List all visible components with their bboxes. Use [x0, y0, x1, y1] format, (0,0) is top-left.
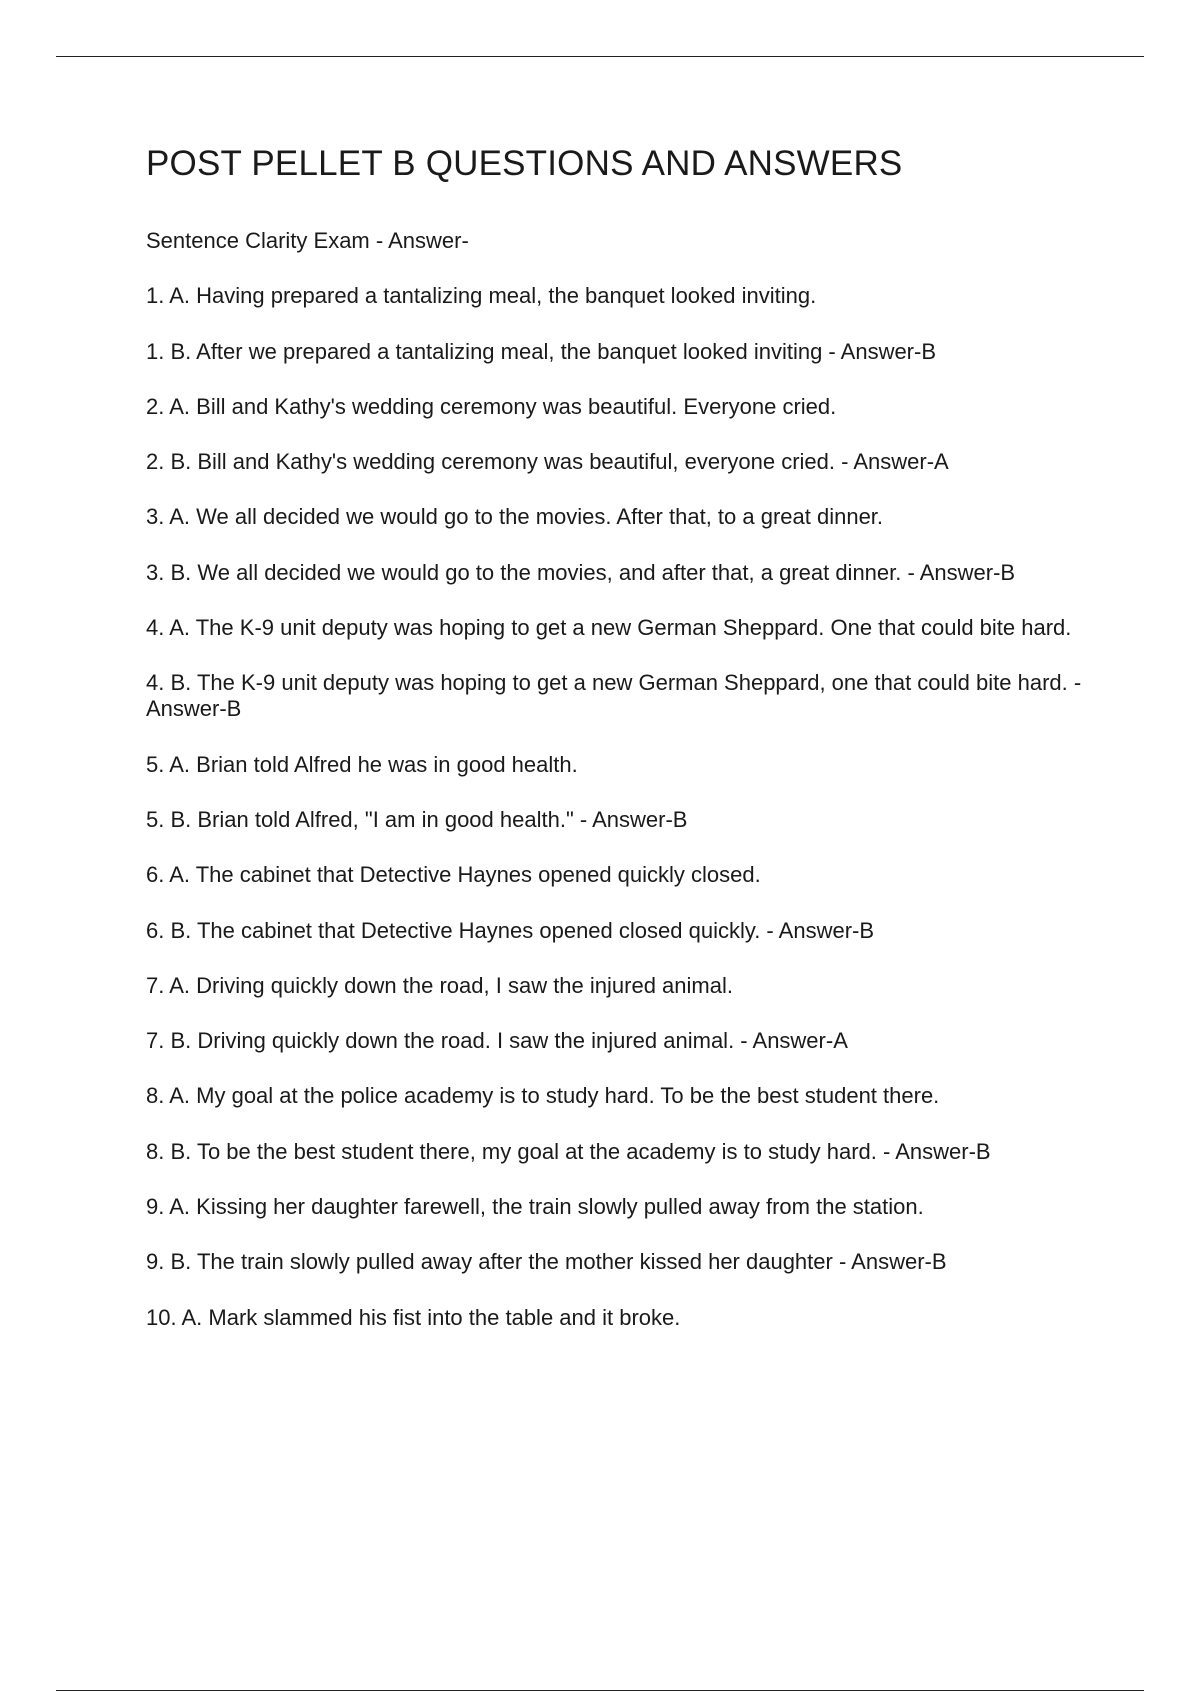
question-line: 10. A. Mark slammed his fist into the table and it broke.: [146, 1304, 681, 1330]
question-line: 6. A. The cabinet that Detective Haynes opened quickly closed.: [146, 862, 761, 888]
top-divider: [56, 56, 1144, 57]
question-line: 2. B. Bill and Kathy's wedding ceremony was beautiful, everyone cried. - Answer-A: [146, 449, 949, 475]
bottom-divider: [56, 1690, 1144, 1691]
question-line: 3. B. We all decided we would go to the movies, and after that, a great dinner. - Answer-B: [146, 559, 1016, 585]
question-line: 5. A. Brian told Alfred he was in good health.: [146, 751, 578, 777]
question-line: 7. A. Driving quickly down the road, I saw the injured animal.: [146, 972, 733, 998]
question-line: 3. A. We all decided we would go to the movies. After that, to a great dinner.: [146, 504, 884, 530]
question-line: 1. A. Having prepared a tantalizing meal, the banquet looked inviting.: [146, 283, 817, 309]
question-line: 5. B. Brian told Alfred, "I am in good health." - Answer-B: [146, 806, 688, 832]
question-line: 7. B. Driving quickly down the road. I saw the injured animal. - Answer-A: [146, 1028, 848, 1054]
question-line: 8. B. To be the best student there, my goal at the academy is to study hard. - Answer-B: [146, 1138, 991, 1164]
question-line: 1. B. After we prepared a tantalizing meal, the banquet looked inviting - Answer-B: [146, 338, 937, 364]
document-body: [146, 228, 1096, 1360]
document-title: POST PELLET B QUESTIONS AND ANSWERS: [146, 144, 903, 183]
question-line: 8. A. My goal at the police academy is to study hard. To be the best student there.: [146, 1083, 940, 1109]
question-line: 9. A. Kissing her daughter farewell, the train slowly pulled away from the station.: [146, 1194, 924, 1220]
question-line: 6. B. The cabinet that Detective Haynes opened closed quickly. - Answer-B: [146, 917, 875, 943]
question-line: 2. A. Bill and Kathy's wedding ceremony was beautiful. Everyone cried.: [146, 393, 837, 419]
question-line: 4. B. The K-9 unit deputy was hoping to get a new German Sheppard, one that could bite hard. - Answer-B: [146, 670, 1082, 722]
section-heading: Sentence Clarity Exam - Answer-: [146, 228, 469, 253]
question-line: 9. B. The train slowly pulled away after the mother kissed her daughter - Answer-B: [146, 1249, 947, 1275]
question-line: 4. A. The K-9 unit deputy was hoping to get a new German Sheppard. One that could bite hard.: [146, 615, 1072, 641]
